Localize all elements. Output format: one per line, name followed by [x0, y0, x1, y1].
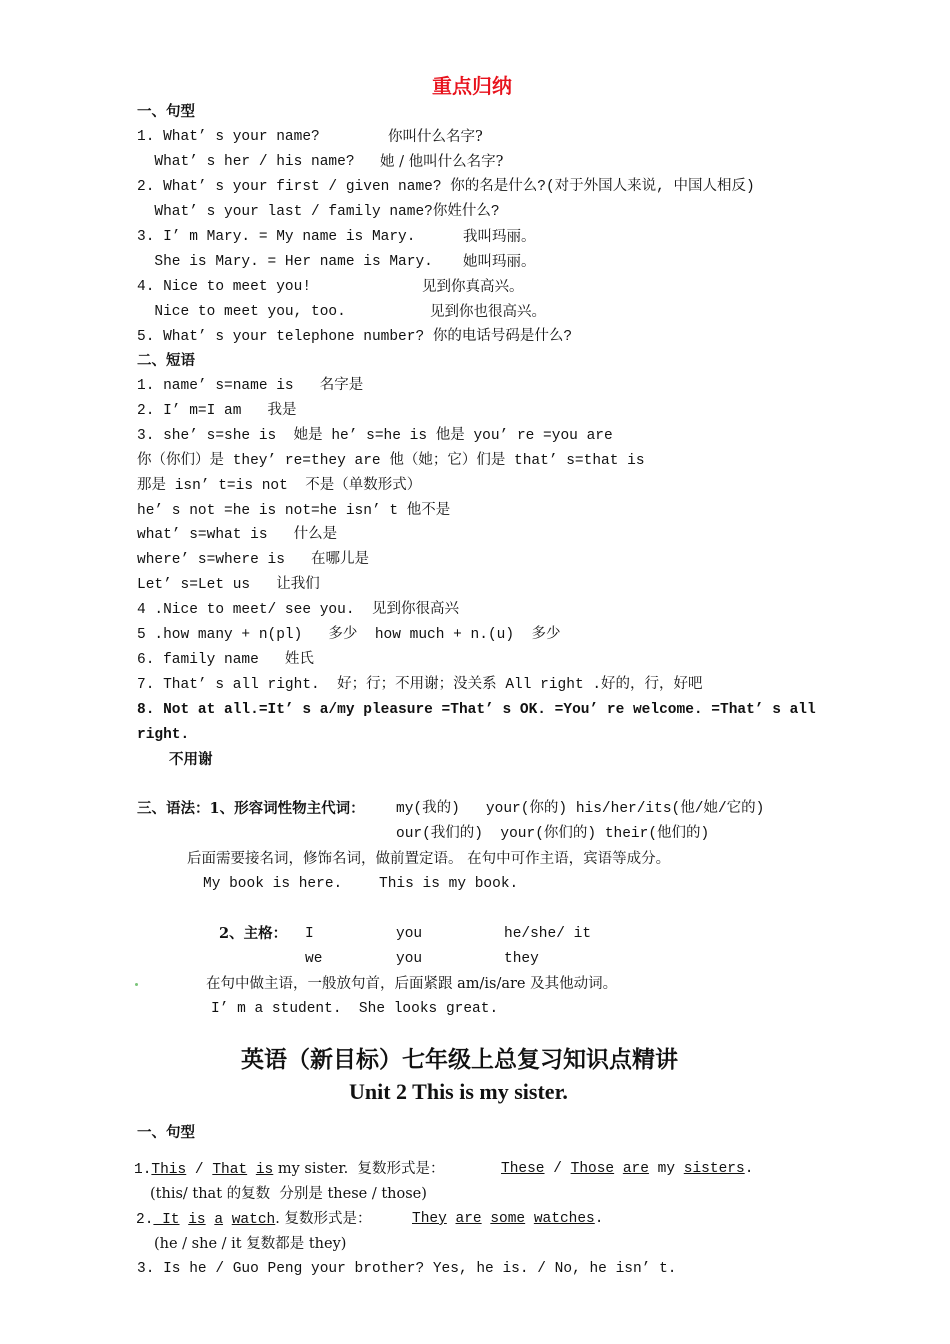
sentence-translation: 她 / 他叫什么名字?	[380, 154, 504, 170]
possessive-row-1: my(我的) your(你的) his/her/its(他/她/它的)	[396, 801, 765, 817]
phrase-line: 2. I’ m=I am 我是	[137, 402, 297, 419]
example-1b: This is my book.	[379, 876, 519, 892]
unit-sentence-2: 2. It is a watch. 复数形式是：	[136, 1211, 372, 1228]
phrase-bold-line-cont: right.	[137, 727, 190, 743]
unit-sentence-3: 3. Is he / Guo Peng your brother? Yes, he is. / No, he isn’ t.	[137, 1261, 677, 1277]
sentence-translation: 我叫玛丽。	[463, 229, 536, 245]
phrase-line: he’ s not =he is not=he isn’ t 他不是	[137, 502, 451, 519]
subject-cell: they	[504, 951, 539, 967]
possessive-row-2: our(我们的) your(你们的) their(他们的)	[396, 826, 710, 842]
phrase-line: what’ s=what is 什么是	[137, 527, 338, 544]
sentence-line: Nice to meet you, too.	[137, 304, 346, 320]
grammar-note-1: 后面需要接名词，修饰名词，做前置定语。 在句中可作主语，宾语等成分。	[187, 851, 671, 867]
phrase-line: 你（你们）是 they’ re=they are 他（她；它）们是 that’ s=that is	[137, 452, 645, 469]
unit-sentence-1-note: (this/ that 的复数 分别是 these / those)	[150, 1186, 427, 1202]
bullet-dot	[135, 983, 138, 986]
grammar-note-2: 在句中做主语，一般放句首，后面紧跟 am/is/are 及其他动词。	[206, 976, 618, 992]
page-title: 重点归纳	[432, 74, 512, 98]
unit-section-heading: 一、句型	[137, 1124, 195, 1141]
unit-sentence-2-note: (he / she / it 复数都是 they)	[154, 1236, 347, 1252]
sentence-line: 4. Nice to meet you!	[137, 279, 312, 295]
section-heading-phrases: 二、短语	[137, 352, 195, 369]
phrase-line: 那是 isn’ t=is not 不是（单数形式）	[137, 477, 422, 494]
sentence-line: 3. I’ m Mary. = My name is Mary.	[137, 229, 416, 245]
phrase-line: 3. she’ s=she is 她是 he’ s=he is 他是 you’ re =you are	[137, 427, 613, 444]
sentence-line: 1. What’ s your name?	[137, 129, 320, 145]
sentence-translation: 见到你也很高兴。	[430, 304, 546, 320]
subject-cell: you	[396, 951, 423, 967]
sentence-line: She is Mary. = Her name is Mary.	[137, 254, 433, 270]
example-2: I’ m a student. She looks great.	[211, 1001, 499, 1017]
phrase-line: 6. family name 姓氏	[137, 651, 314, 668]
phrase-bold-line: 8. Not at all.=It’ s a/my pleasure =That’ s OK. =You’ re welcome. =That’ s all	[137, 702, 816, 718]
phrase-line: where’ s=where is 在哪儿是	[137, 552, 370, 569]
phrase-line: 1. name’ s=name is 名字是	[137, 378, 364, 394]
sentence-translation: 你叫什么名字?	[388, 129, 483, 145]
phrase-line: 4 .Nice to meet/ see you. 见到你很高兴	[137, 602, 459, 619]
unit-subtitle: Unit 2 This is my sister.	[349, 1079, 568, 1104]
unit-sentence-1: 1.This / That is my sister. 复数形式是：	[134, 1161, 445, 1178]
unit-sentence-1-plural: These / Those are my sisters.	[501, 1161, 754, 1177]
sentence-line: What’ s her / his name?	[137, 154, 355, 170]
sentence-line: 2. What’ s your first / given name? 你的名是什么?(对于外国人来说, 中国人相反)	[137, 179, 755, 195]
sentence-translation: 她叫玛丽。	[463, 254, 536, 270]
phrase-line: 7. That’ s all right. 好；行；不用谢；没关系 All right .好的，行，好吧	[137, 676, 703, 693]
subject-cell: we	[305, 951, 323, 967]
subject-cell: I	[305, 926, 314, 942]
phrase-line: 5 .how many + n(pl) 多少 how much + n.(u) 多少	[137, 627, 561, 643]
subject-cell: he/she/ it	[504, 926, 592, 942]
unit-sentence-2-plural: They are some watches.	[412, 1211, 604, 1227]
subject-heading: 2、主格：	[219, 925, 288, 942]
sentence-line: What’ s your last / family name?你姓什么?	[137, 204, 500, 220]
phrase-bold-meaning: 不用谢	[169, 751, 213, 768]
section-heading-sentences: 一、句型	[137, 103, 195, 120]
example-1a: My book is here.	[203, 876, 343, 892]
unit-title: 英语（新目标）七年级上总复习知识点精讲	[241, 1047, 678, 1072]
subject-cell: you	[396, 926, 423, 942]
section-heading-grammar: 三、语法：1、形容词性物主代词：	[137, 800, 365, 817]
sentence-translation: 见到你真高兴。	[422, 279, 524, 295]
sentence-line: 5. What’ s your telephone number? 你的电话号码是什么?	[137, 329, 573, 345]
phrase-line: Let’ s=Let us 让我们	[137, 577, 320, 594]
